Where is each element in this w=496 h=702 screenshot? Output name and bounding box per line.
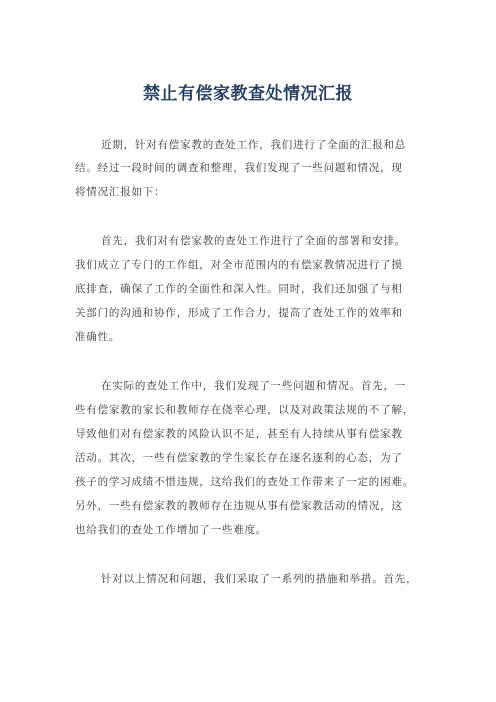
paragraph-3-line-5: 孩子的学习成绩不惜违规，这给我们的查处工作带来了一定的困难。 — [75, 476, 414, 488]
paragraph-2-line-3: 底排查，确保了工作的全面性和深入性。同时，我们还加强了与相 — [75, 283, 403, 295]
paragraph-3-line-1: 在实际的查处工作中，我们发现了一些问题和情况。首先，一 — [101, 380, 407, 392]
paragraph-2-line-1: 首先，我们对有偿家教的查处工作进行了全面的部署和安排。 — [101, 235, 407, 247]
paragraph-2-line-5: 准确性。 — [75, 331, 121, 343]
paragraph-3-line-2: 些有偿家教的家长和教师存在侥幸心理，以及对政策法规的不了解， — [75, 404, 414, 416]
paragraph-2-line-4: 关部门的沟通和协作，形成了工作合力，提高了查处工作的效率和 — [75, 307, 403, 319]
document-title: 禁止有偿家教查处情况汇报 — [143, 84, 353, 104]
paragraph-4-line-1: 针对以上情况和问题，我们采取了一系列的措施和举措。首先， — [101, 573, 418, 585]
paragraph-1-line-2: 结。经过一段时间的调查和整理，我们发现了一些问题和情况，现 — [75, 162, 403, 174]
paragraph-3-line-3: 导致他们对有偿家教的风险认识不足，甚至有人持续从事有偿家教 — [75, 428, 403, 440]
paragraph-1-line-1: 近期，针对有偿家教的查处工作，我们进行了全面的汇报和总 — [101, 139, 407, 151]
paragraph-3-line-4: 活动。其次，一些有偿家教的学生家长存在逐名逐利的心态，为了 — [75, 452, 403, 464]
paragraph-3-line-6: 另外，一些有偿家教的教师存在违规从事有偿家教活动的情况，这 — [75, 500, 403, 512]
paragraph-3-line-7: 也给我们的查处工作增加了一些难度。 — [75, 524, 268, 536]
paragraph-1-line-3: 将情况汇报如下： — [75, 186, 166, 198]
paragraph-2-line-2: 我们成立了专门的工作组，对全市范围内的有偿家教情况进行了摸 — [75, 259, 403, 271]
